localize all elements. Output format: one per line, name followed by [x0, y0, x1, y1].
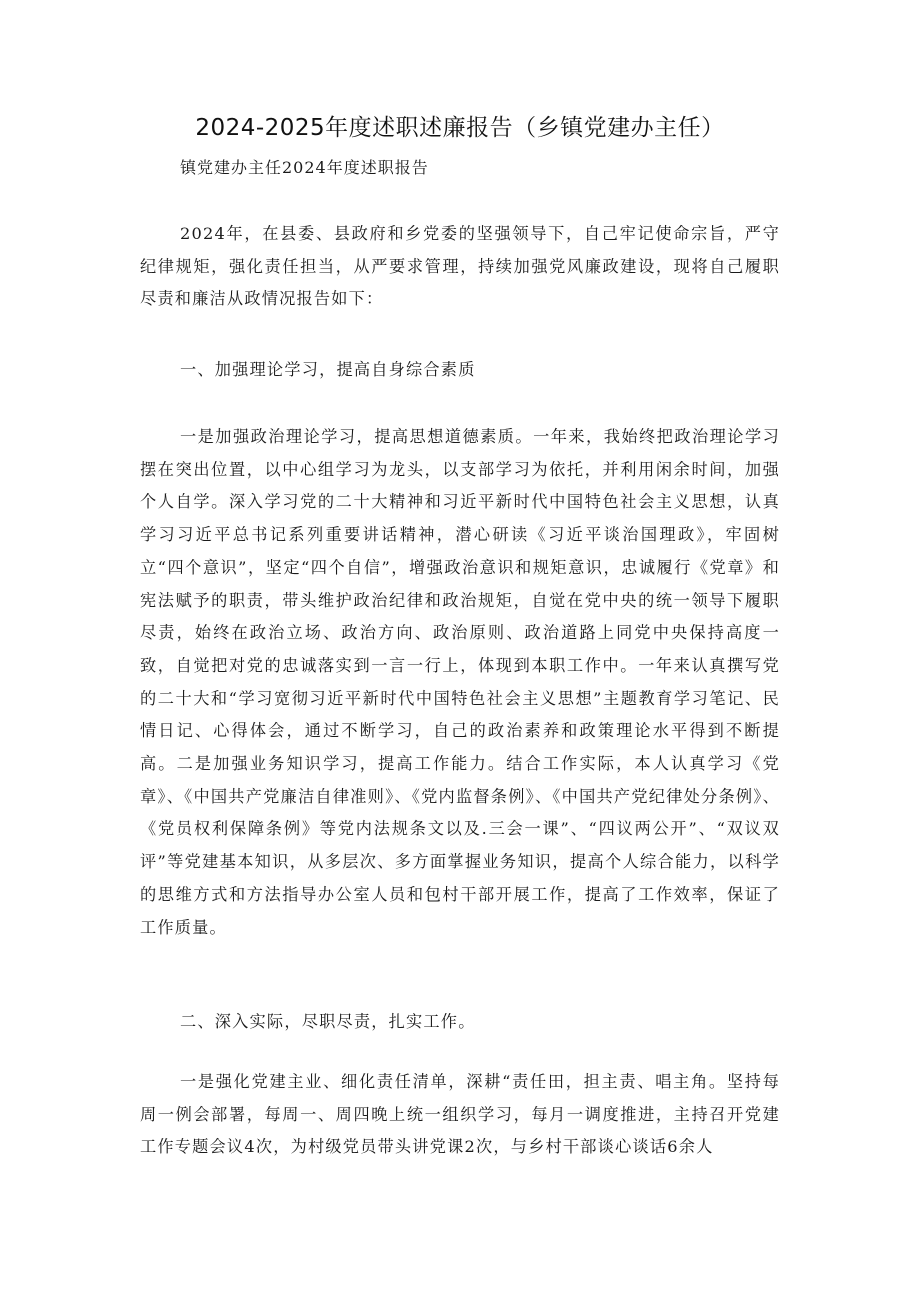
section-2-paragraph: 一是强化党建主业、细化责任清单，深耕“责任田，担主责、唱主角。坚持每周一例会部署，每周一、周四晚上统一组织学习，每月一调度推进，主持召开党建工作专题会议4次，为村级党员带头讲党课2次，与乡村干部谈心谈话6余人 — [140, 1072, 780, 1157]
section-1-paragraph: 一是加强政治理论学习，提高思想道德素质。一年来，我始终把政治理论学习摆在突出位置，以中心组学习为龙头，以支部学习为依托，并利用闲余时间，加强个人自学。深入学习党的二十大精神和习近平新时代中国特色社会主义思想，认真学习习近平总书记系列重要讲话精神，潜心研读《习近平谈治国理政》，牢固树立“四个意识”，坚定“四个自信”，增强政治意识和规矩意识，忠诚履行《党章》和宪法赋予的职责，带头维护政治纪律和政治规矩，自觉在党中央的统一领导下履职尽责，始终在政治立场、政治方向、政治原则、政治道路上同党中央保持高度一致，自觉把对党的忠诚落实到一言一行上，体现到本职工作中。一年来认真撰写党的二十大和“学习宽彻习近平新时代中国特色社会主义思想”主题教育学习笔记、民情日记、心得体会，通过不断学习，自己的政治素养和政策理论水平得到不断提高。二是加强业务知识学习，提高工作能力。结合工作实际，本人认真学习《党章》、《中国共产党廉洁自律准则》、《党内监督条例》、《中国共产党纪律处分条例》、《党员权利保障条例》等党内法规条文以及.三会一课”、“四议两公开”、“双议双评”等党建基本知识，从多层次、多方面掌握业务知识，提高个人综合能力，以科学的思维方式和方法指导办公室人员和包村干部开展工作，提高了工作效率，保证了工作质量。 — [140, 427, 780, 937]
section-heading-1: 一、加强理论学习，提高自身综合素质 — [180, 360, 476, 379]
section-heading-2: 二、深入实际，尽职尽责，扎实工作。 — [180, 1012, 476, 1031]
document-subtitle: 镇党建办主任2024年度述职报告 — [180, 158, 429, 177]
intro-paragraph: 2024年，在县委、县政府和乡党委的坚强领导下，自己牢记使命宗旨，严守纪律规矩，强化责任担当，从严要求管理，持续加强党风廉政建设，现将自己履职尽责和廉洁从政情况报告如下： — [140, 224, 780, 309]
document-title: 2024-2025年度述职述廉报告（乡镇党建办主任） — [195, 115, 725, 141]
